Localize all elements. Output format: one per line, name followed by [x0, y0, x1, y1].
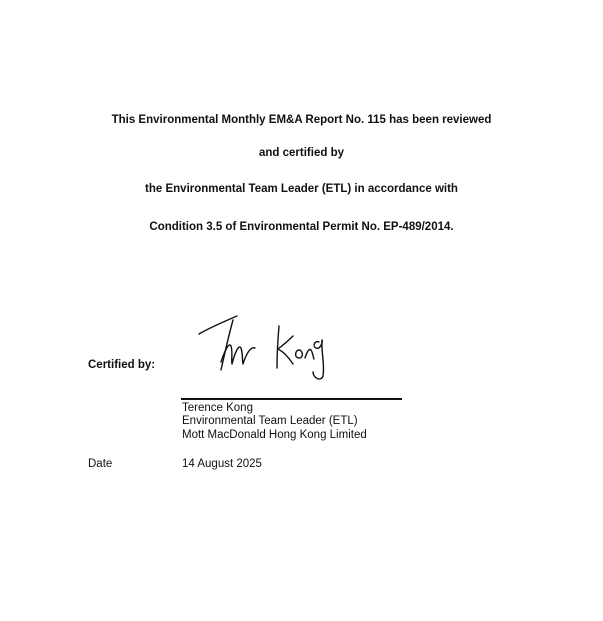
- handwritten-signature: [195, 312, 335, 384]
- signer-company: Mott MacDonald Hong Kong Limited: [182, 429, 367, 441]
- statement-line-2: and certified by: [259, 147, 344, 159]
- signer-name: Terence Kong: [182, 402, 253, 414]
- signer-title: Environmental Team Leader (ETL): [182, 415, 358, 427]
- statement-line-4: Condition 3.5 of Environmental Permit No. EP-489/2014.: [149, 221, 454, 233]
- statement-line-3: the Environmental Team Leader (ETL) in accordance with: [145, 183, 458, 195]
- date-label: Date: [88, 458, 113, 470]
- date-value: 14 August 2025: [182, 458, 262, 470]
- statement-line-1: This Environmental Monthly EM&A Report No. 115 has been reviewed: [111, 114, 492, 126]
- certified-by-label: Certified by:: [88, 359, 156, 371]
- signature-line: [181, 398, 402, 400]
